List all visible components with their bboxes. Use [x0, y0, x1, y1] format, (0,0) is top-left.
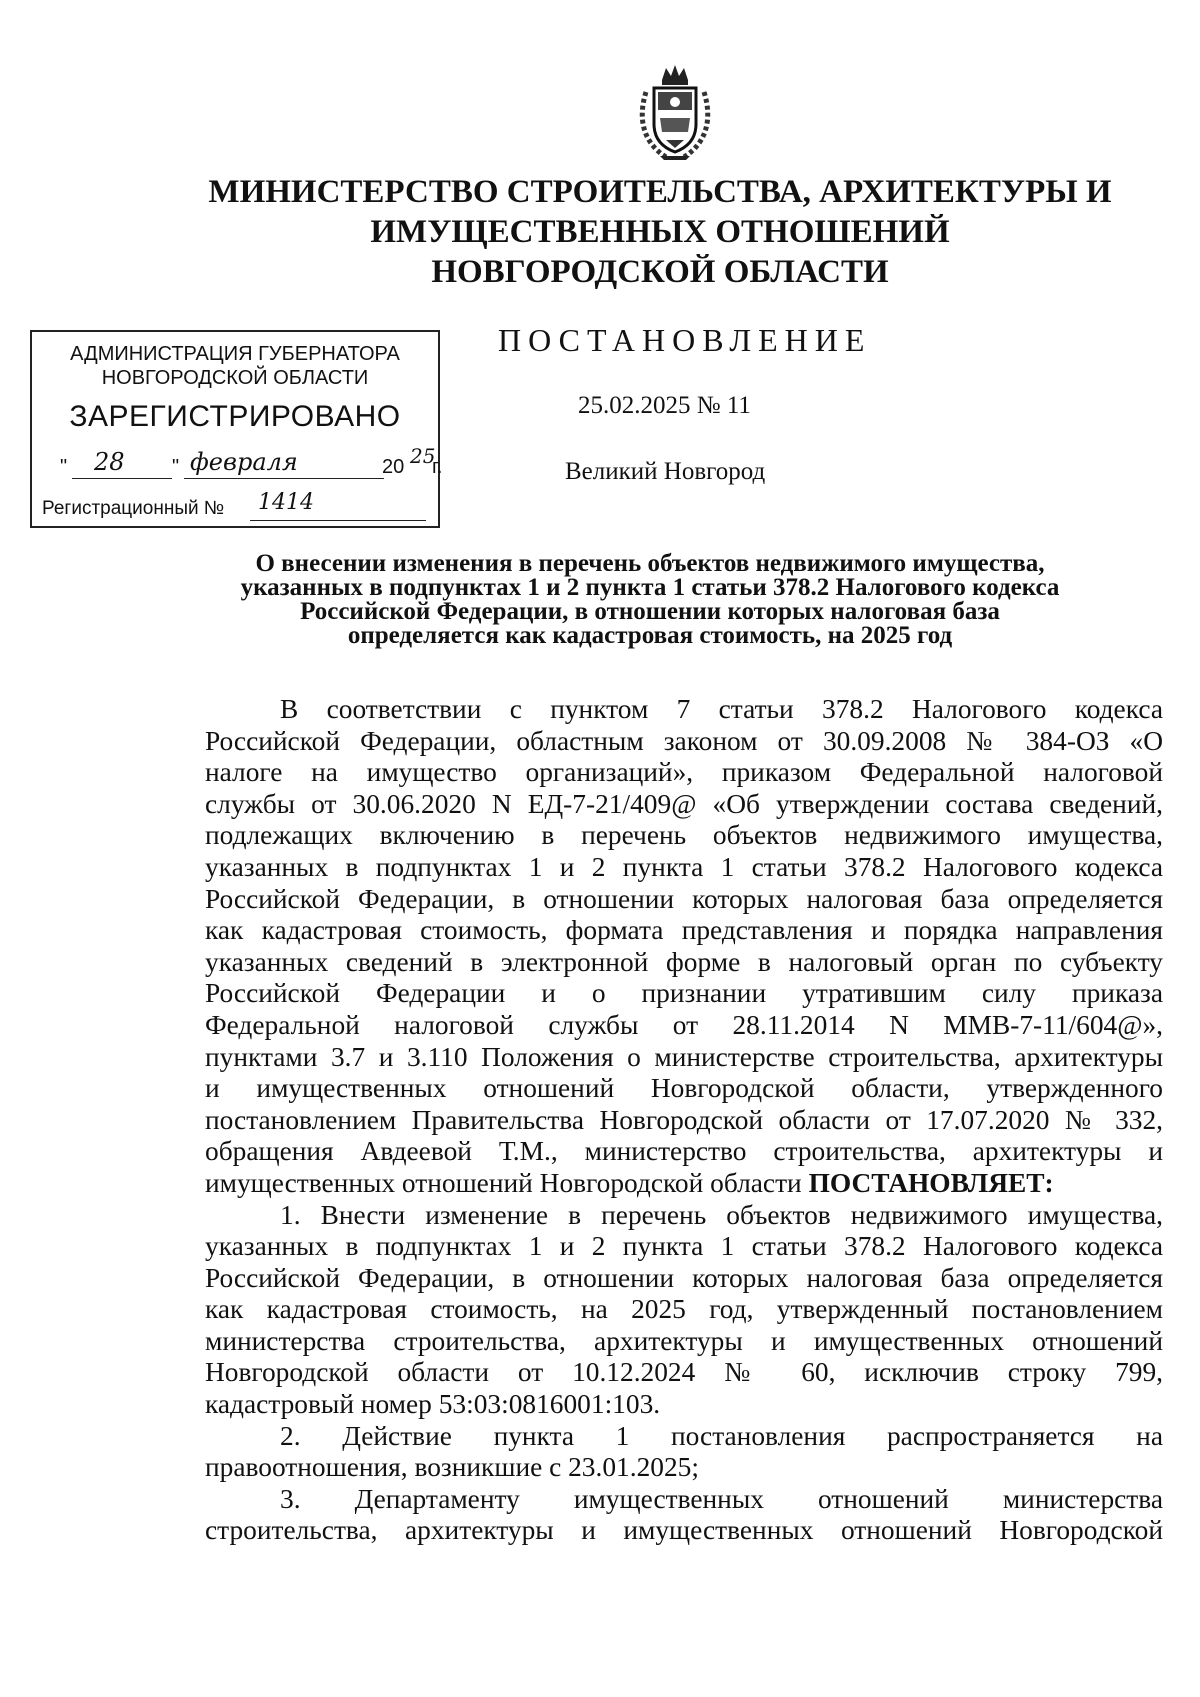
body-line: пунктами 3.7 и 3.110 Положения о министерстве строительства, архитектуры: [205, 1041, 1163, 1072]
body-line: Российской Федерации, областным законом от 30.09.2008 № 384-ОЗ «О: [205, 725, 1163, 756]
document-body: [205, 694, 1163, 1547]
body-line: и имущественных отношений Новгородской области, утвержденного: [205, 1073, 1163, 1104]
body-line: указанных в подпунктах 1 и 2 пункта 1 статьи 378.2 Налогового кодекса: [205, 851, 1163, 882]
item-1-line: министерства строительства, архитектуры и имущественных отношений: [205, 1325, 1163, 1356]
stamp-reg-number-handwritten: 1414: [258, 490, 314, 515]
stamp-quote-close: ": [172, 456, 180, 478]
stamp-month-handwritten: февраля: [190, 448, 298, 476]
resolution-word: ПОСТАНОВЛЯЕТ:: [808, 1167, 1054, 1198]
item-2-line: правоотношения, возникшие с 23.01.2025;: [205, 1452, 699, 1483]
item-1-line: Новгородской области от 10.12.2024 № 60, исключив строку 799,: [205, 1357, 1163, 1388]
stamp-registration: [42, 490, 437, 524]
ministry-name-line: МИНИСТЕРСТВО СТРОИТЕЛЬСТВА, АРХИТЕКТУРЫ И: [208, 174, 1112, 210]
item-3-line: 3. Департаменту имущественных отношений министерства: [280, 1483, 1163, 1514]
document-subject: [150, 552, 1150, 648]
body-line: В соответствии с пунктом 7 статьи 378.2 Налогового кодекса: [280, 694, 1163, 724]
body-line: службы от 30.06.2020 N ЕД-7-21/409@ «Об утверждении состава сведений,: [205, 788, 1163, 819]
coat-of-arms-icon: [636, 62, 714, 162]
stamp-day-handwritten: 28: [94, 448, 125, 476]
stamp-year-suffix: г.: [432, 456, 443, 478]
stamp-year-handwritten: 25: [410, 444, 436, 468]
item-2-line: 2. Действие пункта 1 постановления распространяется на: [280, 1420, 1163, 1451]
stamp-reg-line: [250, 520, 426, 521]
item-1-line: как кадастровая стоимость, на 2025 год, утвержденный постановлением: [205, 1294, 1163, 1325]
stamp-year-prefix: 20: [382, 456, 405, 478]
body-line: как кадастровая стоимость, формата представления и порядка направления: [205, 915, 1163, 946]
subject-line: О внесении изменения в перечень объектов недвижимого имущества,: [255, 550, 1045, 577]
stamp-org-line: НОВГОРОДСКОЙ ОБЛАСТИ: [101, 367, 369, 389]
stamp-org-line: АДМИНИСТРАЦИЯ ГУБЕРНАТОРА: [70, 343, 400, 365]
document-city: Великий Новгород: [565, 458, 766, 485]
document-date-number: 25.02.2025 № 11: [578, 392, 751, 419]
body-line: Федеральной налоговой службы от 28.11.2014 N ММВ-7-11/604@»,: [205, 1009, 1163, 1040]
item-3-line: строительства, архитектуры и имущественных отношений Новгородской: [205, 1515, 1163, 1546]
body-line: постановлением Правительства Новгородской области от 17.07.2020 № 332,: [205, 1104, 1163, 1135]
stamp-status: ЗАРЕГИСТРИРОВАНО: [69, 400, 401, 433]
ministry-name-line: ИМУЩЕСТВЕННЫХ ОТНОШЕНИЙ: [370, 214, 950, 250]
body-line: Российской Федерации, в отношении которых налоговая база определяется: [205, 883, 1163, 914]
body-line: Российской Федерации и о признании утратившим силу приказа: [205, 978, 1163, 1009]
document-type: ПОСТАНОВЛЕНИЕ: [498, 322, 872, 358]
item-1-line: Российской Федерации, в отношении которых налоговая база определяется: [205, 1262, 1163, 1293]
resolution-line: [205, 1168, 1163, 1200]
body-line: обращения Авдеевой Т.М., министерство строительства, архитектуры и: [205, 1136, 1163, 1167]
registration-stamp: [30, 330, 443, 528]
body-line: налоге на имущество организаций», приказом Федеральной налоговой: [205, 757, 1163, 788]
subject-line: указанных в подпунктах 1 и 2 пункта 1 статьи 378.2 Налогового кодекса: [240, 574, 1060, 601]
item-1-line: 1. Внести изменение в перечень объектов недвижимого имущества,: [280, 1199, 1163, 1230]
stamp-day-line: [72, 478, 172, 479]
stamp-month-line: [184, 478, 384, 479]
item-1-line: кадастровый номер 53:03:0816001:103.: [205, 1389, 661, 1420]
subject-line: определяется как кадастровая стоимость, на 2025 год: [347, 622, 953, 649]
stamp-date: [60, 444, 443, 486]
body-line: подлежащих включению в перечень объектов недвижимого имущества,: [205, 820, 1163, 851]
stamp-reg-label: Регистрационный №: [42, 498, 225, 519]
ministry-name: [190, 172, 1130, 292]
ministry-name-line: НОВГОРОДСКОЙ ОБЛАСТИ: [431, 254, 889, 290]
body-line: указанных сведений в электронной форме в налоговый орган по субъекту: [205, 946, 1163, 977]
stamp-organization: [32, 342, 438, 390]
subject-line: Российской Федерации, в отношении которых налоговая база: [300, 598, 1000, 625]
resolution-text: имущественных отношений Новгородской области: [205, 1167, 802, 1198]
stamp-quote-open: ": [60, 456, 68, 478]
item-1-line: указанных в подпунктах 1 и 2 пункта 1 статьи 378.2 Налогового кодекса: [205, 1231, 1163, 1262]
